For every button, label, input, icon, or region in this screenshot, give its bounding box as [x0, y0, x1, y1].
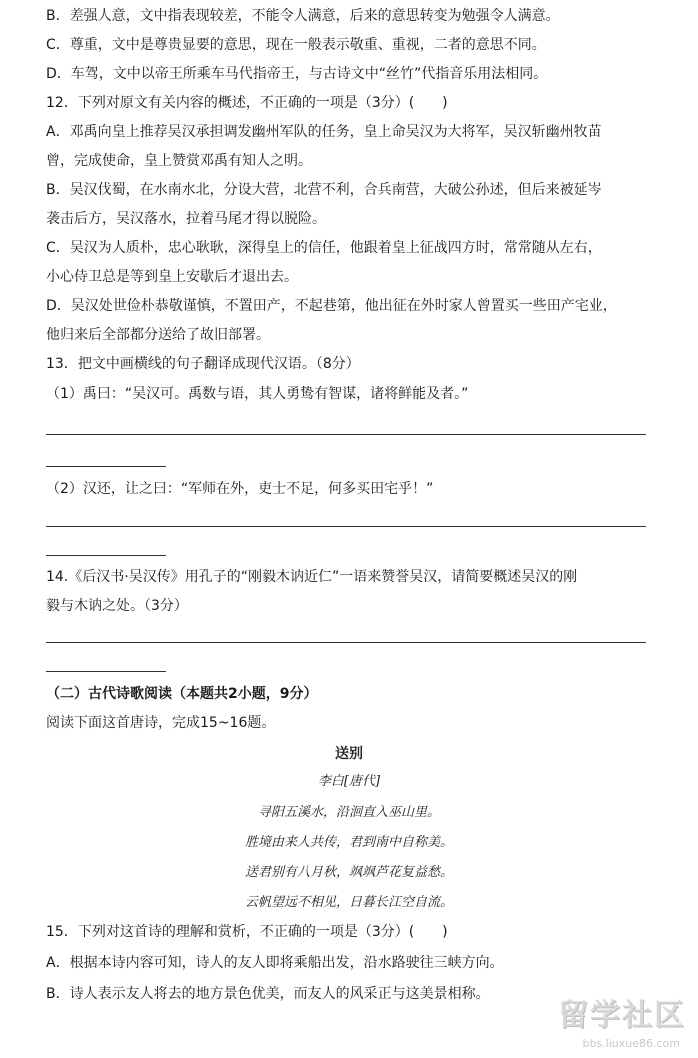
q13-item-1: （1）禹曰：“吴汉可。禹数与语，其人勇鸷有智谋，诸将鲜能及者。”	[46, 386, 469, 402]
q12-line: B．吴汉伐蜀，在水南水北，分设大营，北营不利，合兵南营，大破公孙述，但后来被延岑	[46, 182, 602, 198]
watermark-url: bbs.liuxue86.com	[582, 1037, 680, 1050]
q11-option-b: B．差强人意，文中指表现较差，不能令人满意，后来的意思转变为勉强令人满意。	[46, 8, 560, 24]
poem-title: 送别	[335, 746, 363, 762]
poem-author: 李白[唐代]	[317, 774, 381, 789]
poem-line: 胜境由来人共传，君到南中自称美。	[244, 835, 453, 850]
q12-line: 他归来后全部都分送给了故旧部署。	[46, 327, 270, 343]
q13-stem: 13．把文中画横线的句子翻译成现代汉语。（8分）	[46, 356, 360, 372]
watermark-brand: 留学社区	[558, 998, 686, 1033]
q15-option-b: B．诗人表示友人将去的地方景色优美，而友人的风采正与这美景相称。	[46, 986, 490, 1002]
poem-line: 寻阳五溪水，沿洄直入巫山里。	[257, 805, 440, 820]
q12-line: A．邓禹向皇上推荐吴汉承担调发幽州军队的任务，皇上命吴汉为大将军，吴汉斩幽州牧苗	[46, 124, 602, 140]
q15-option-a: A．根据本诗内容可知，诗人的友人即将乘船出发，沿水路驶往三峡方向。	[46, 955, 504, 971]
answer-line	[46, 526, 646, 527]
section-heading: （二）古代诗歌阅读（本题共2小题，9分）	[46, 686, 318, 702]
site-watermark	[540, 990, 690, 1050]
poem-line: 云帆望远不相见，日暮长江空自流。	[244, 895, 453, 910]
q12-line: 曾，完成使命，皇上赞赏邓禹有知人之明。	[46, 153, 312, 169]
q12-line: 袭击后方，吴汉落水，拉着马尾才得以脱险。	[46, 211, 326, 227]
answer-line	[46, 466, 166, 467]
q15-stem: 15．下列对这首诗的理解和赏析，不正确的一项是（3分）( )	[46, 924, 448, 940]
answer-line	[46, 555, 166, 556]
q14-line-2: 毅与木讷之处。（3分）	[46, 598, 188, 614]
answer-line	[46, 434, 646, 435]
answer-line	[46, 642, 646, 643]
poem-line: 送君别有八月秋，飒飒芦花复益愁。	[244, 865, 453, 880]
section-intro: 阅读下面这首唐诗，完成15~16题。	[46, 715, 276, 731]
q12-line: C．吴汉为人质朴，忠心耿耿，深得皇上的信任，他跟着皇上征战四方时，常常随从左右，	[46, 240, 602, 256]
q11-option-c: C．尊重，文中是尊贵显要的意思，现在一般表示敬重、重视，二者的意思不同。	[46, 37, 546, 53]
q14-line-1: 14.《后汉书·吴汉传》用孔子的“刚毅木讷近仁”一语来赞誉吴汉，请简要概述吴汉的刚	[46, 569, 578, 585]
q12-stem: 12．下列对原文有关内容的概述，不正确的一项是（3分）( )	[46, 95, 448, 111]
q12-line: 小心侍卫总是等到皇上安歇后才退出去。	[46, 269, 298, 285]
q13-item-2: （2）汉还，让之曰：“军师在外，吏士不足，何多买田宅乎！”	[46, 481, 434, 497]
q11-option-d: D．车驾，文中以帝王所乘车马代指帝王，与古诗文中“丝竹”代指音乐用法相同。	[46, 66, 548, 82]
q12-line: D．吴汉处世俭朴恭敬谨慎，不置田产，不起巷第，他出征在外时家人曾置买一些田产宅业，	[46, 298, 617, 314]
answer-line	[46, 671, 166, 672]
